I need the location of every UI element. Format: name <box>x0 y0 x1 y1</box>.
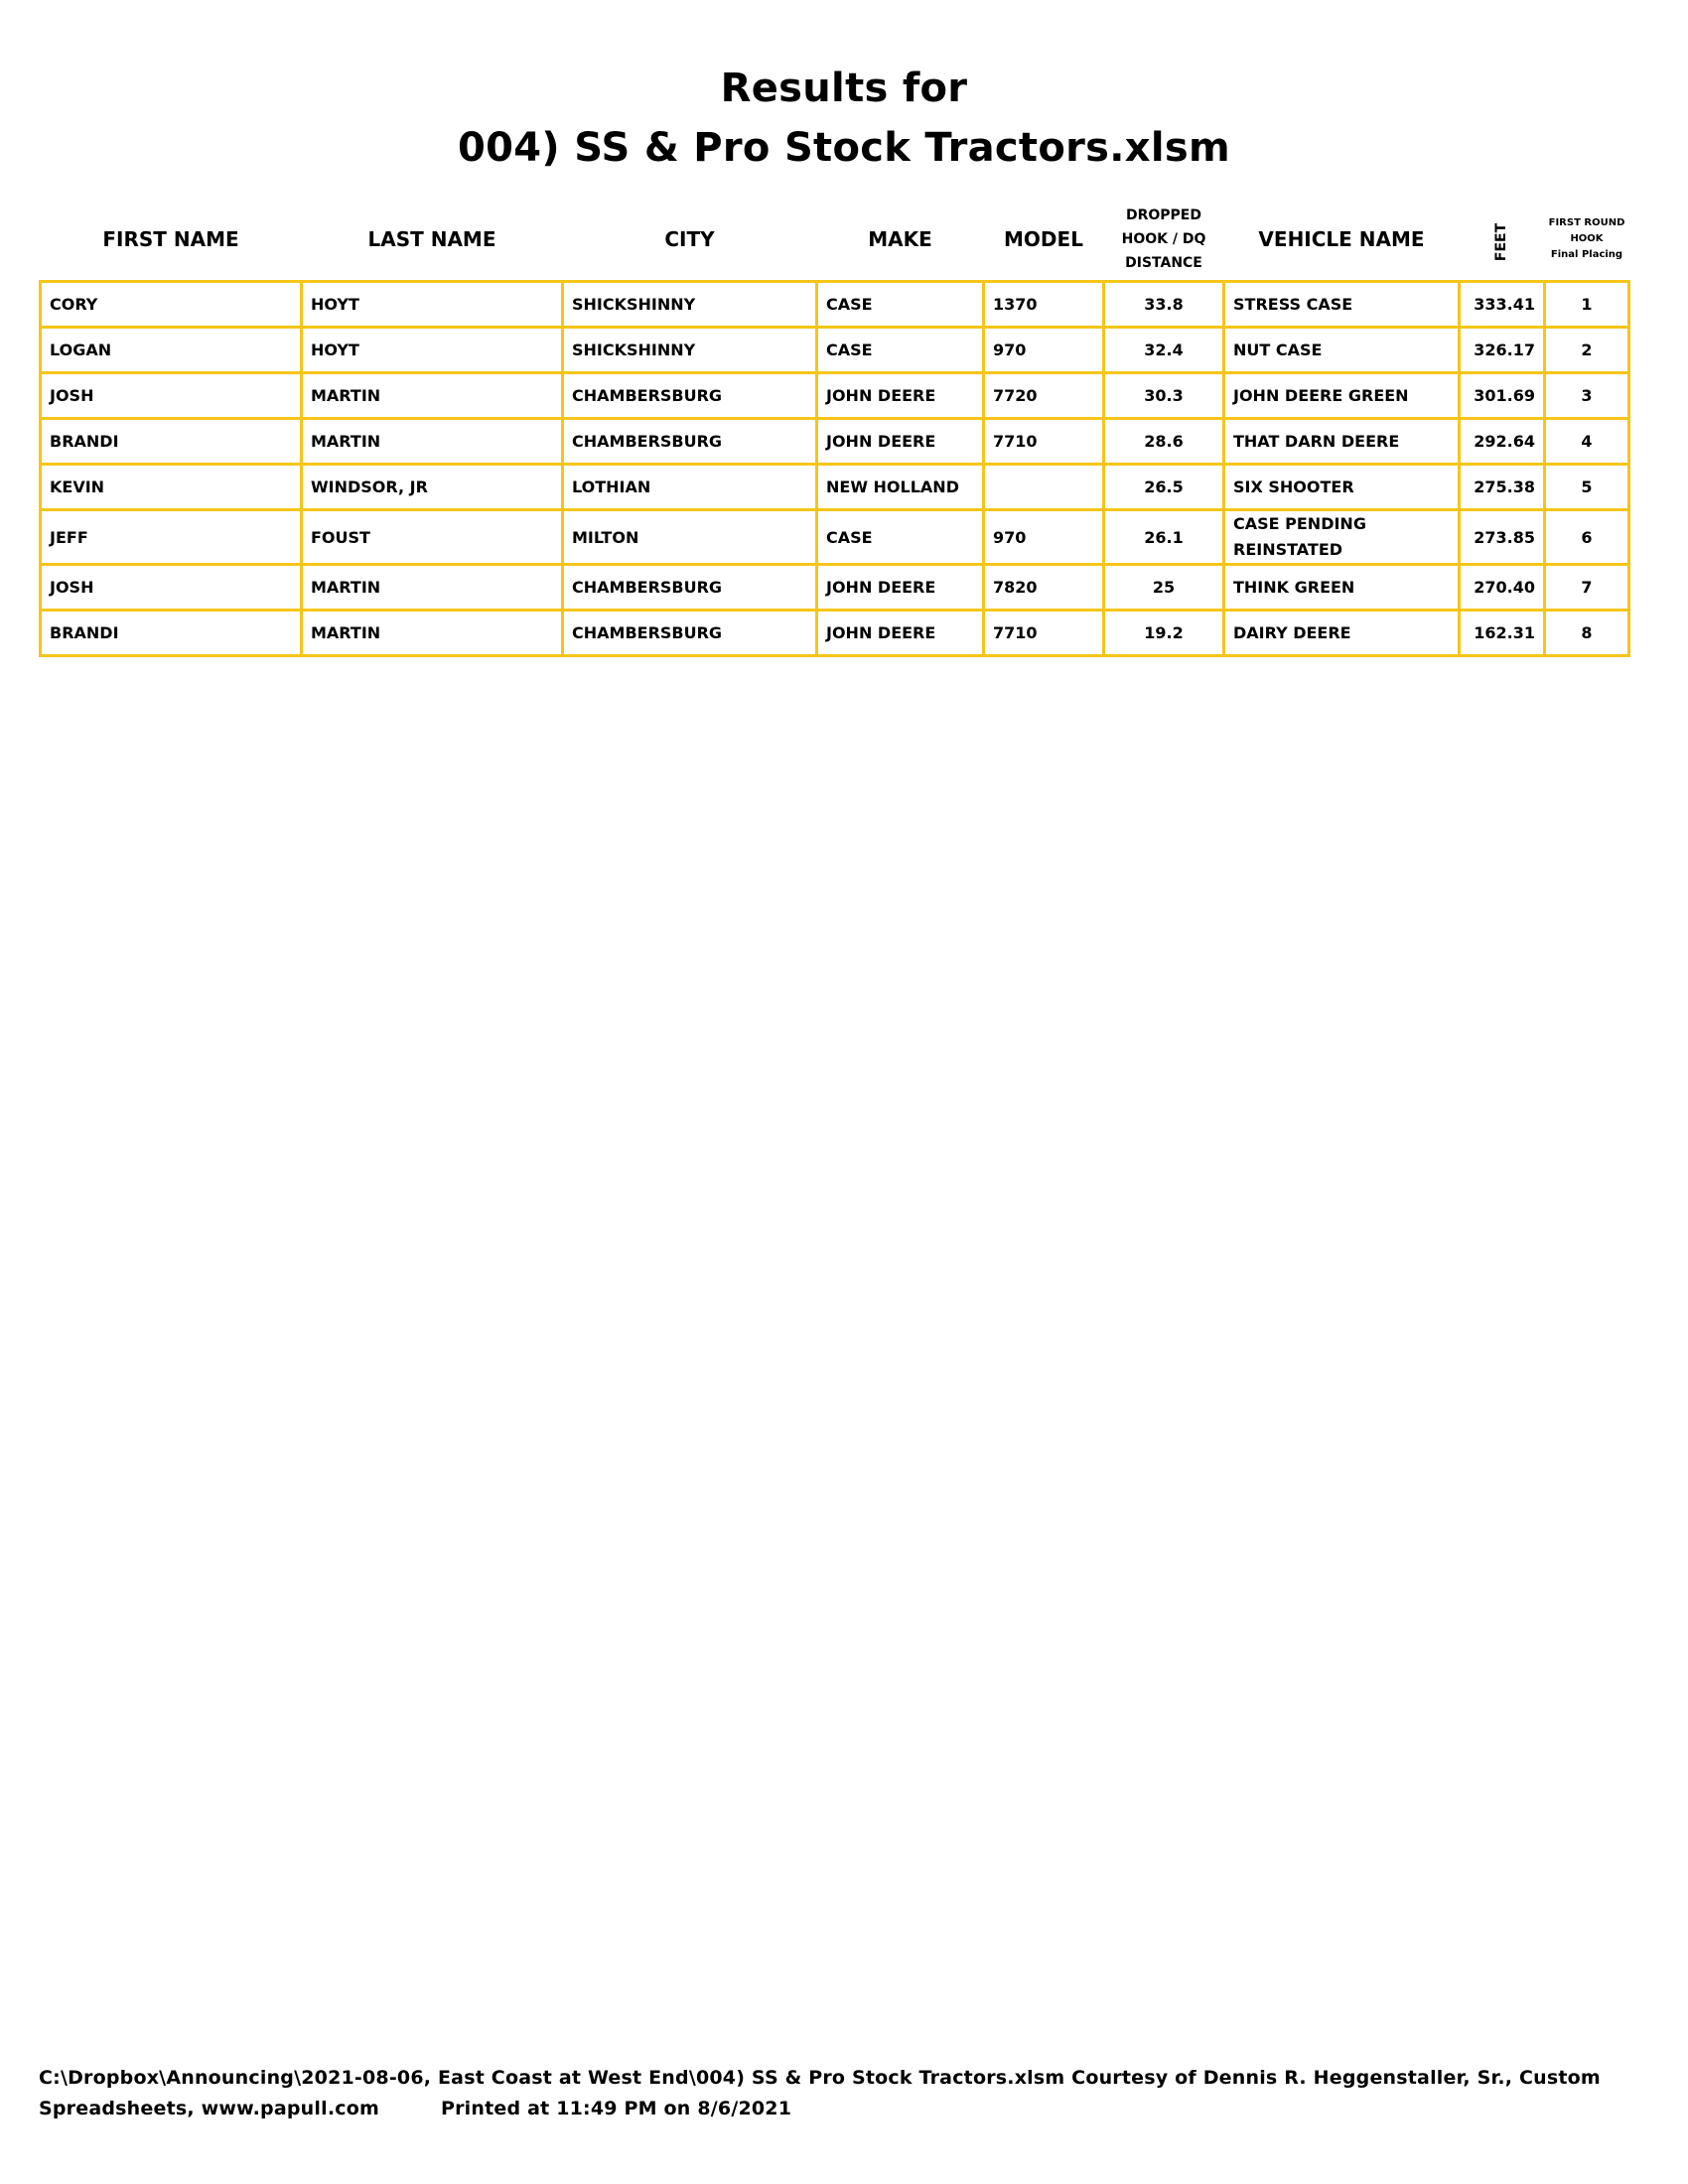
cell-feet: 270.40 <box>1460 565 1545 611</box>
table-row <box>41 611 1629 656</box>
cell-first-name: CORY <box>41 282 302 328</box>
cell-vehicle: STRESS CASE <box>1224 282 1460 328</box>
cell-last-name: HOYT <box>302 328 563 373</box>
footer-second-line <box>39 2094 1627 2124</box>
cell-make: JOHN DEERE <box>817 611 984 656</box>
cell-vehicle: SIX SHOOTER <box>1224 465 1460 510</box>
cell-vehicle: CASE PENDING REINSTATED <box>1224 510 1460 565</box>
cell-place: 1 <box>1545 282 1629 328</box>
cell-first-name: JEFF <box>41 510 302 565</box>
cell-model: 970 <box>984 510 1104 565</box>
cell-feet: 275.38 <box>1460 465 1545 510</box>
cell-dropped: 25 <box>1104 565 1224 611</box>
header-placing-line2: HOOK <box>1570 233 1604 244</box>
cell-first-name: LOGAN <box>41 328 302 373</box>
page-title: Results for <box>720 66 968 111</box>
cell-place: 2 <box>1545 328 1629 373</box>
cell-city: LOTHIAN <box>563 465 817 510</box>
header-vehicle-name: VEHICLE NAME <box>1258 227 1425 251</box>
cell-feet: 326.17 <box>1460 328 1545 373</box>
header-model: MODEL <box>1004 227 1083 251</box>
cell-first-name: JOSH <box>41 565 302 611</box>
cell-dropped: 26.1 <box>1104 510 1224 565</box>
header-final-placing <box>1545 199 1629 282</box>
header-dropped-hook <box>1104 199 1224 282</box>
header-feet-label: FEET <box>1493 222 1510 262</box>
cell-vehicle: THINK GREEN <box>1224 565 1460 611</box>
cell-last-name: MARTIN <box>302 419 563 465</box>
footer-website: Spreadsheets, www.papull.com <box>39 2098 379 2119</box>
cell-place: 8 <box>1545 611 1629 656</box>
table-row <box>41 510 1629 565</box>
cell-model: 7710 <box>984 419 1104 465</box>
cell-model: 970 <box>984 328 1104 373</box>
table-row <box>41 328 1629 373</box>
cell-first-name: KEVIN <box>41 465 302 510</box>
header-placing-line1: FIRST ROUND <box>1548 217 1625 228</box>
header-row <box>41 199 1629 282</box>
cell-city: CHAMBERSBURG <box>563 565 817 611</box>
footer-printed-at: Printed at 11:49 PM on 8/6/2021 <box>440 2098 792 2119</box>
page-footer <box>39 2063 1627 2124</box>
cell-feet: 292.64 <box>1460 419 1545 465</box>
cell-make: CASE <box>817 328 984 373</box>
cell-city: MILTON <box>563 510 817 565</box>
header-dropped-line1: DROPPED <box>1125 207 1201 223</box>
cell-first-name: BRANDI <box>41 419 302 465</box>
cell-dropped: 26.5 <box>1104 465 1224 510</box>
header-city: CITY <box>664 227 715 251</box>
cell-first-name: BRANDI <box>41 611 302 656</box>
table-row <box>41 565 1629 611</box>
cell-model: 1370 <box>984 282 1104 328</box>
cell-make: NEW HOLLAND <box>817 465 984 510</box>
table-row <box>41 373 1629 419</box>
header-make: MAKE <box>868 227 932 251</box>
cell-dropped: 19.2 <box>1104 611 1224 656</box>
cell-city: CHAMBERSBURG <box>563 373 817 419</box>
cell-vehicle: THAT DARN DEERE <box>1224 419 1460 465</box>
header-feet <box>1460 199 1545 282</box>
header-first-name: FIRST NAME <box>102 227 239 251</box>
cell-place: 4 <box>1545 419 1629 465</box>
footer-path-line: C:\Dropbox\Announcing\2021-08-06, East Coast at West End\004) SS & Pro Stock Tractors.xlsm Courtesy of Dennis R. Heggenstaller, Sr., Custom <box>39 2067 1601 2089</box>
cell-dropped: 33.8 <box>1104 282 1224 328</box>
cell-model: 7820 <box>984 565 1104 611</box>
table-row <box>41 282 1629 328</box>
cell-last-name: HOYT <box>302 282 563 328</box>
page-subtitle: 004) SS & Pro Stock Tractors.xlsm <box>458 125 1230 171</box>
cell-model <box>984 465 1104 510</box>
table-row <box>41 465 1629 510</box>
cell-make: JOHN DEERE <box>817 565 984 611</box>
cell-vehicle: DAIRY DEERE <box>1224 611 1460 656</box>
cell-model: 7710 <box>984 611 1104 656</box>
cell-feet: 273.85 <box>1460 510 1545 565</box>
header-placing-line3: Final Placing <box>1550 249 1623 260</box>
cell-feet: 301.69 <box>1460 373 1545 419</box>
cell-vehicle: NUT CASE <box>1224 328 1460 373</box>
cell-last-name: MARTIN <box>302 565 563 611</box>
cell-place: 3 <box>1545 373 1629 419</box>
cell-dropped: 32.4 <box>1104 328 1224 373</box>
cell-last-name: MARTIN <box>302 611 563 656</box>
header-dropped-line2: HOOK / DQ <box>1121 231 1206 247</box>
cell-dropped: 28.6 <box>1104 419 1224 465</box>
cell-last-name: FOUST <box>302 510 563 565</box>
cell-city: CHAMBERSBURG <box>563 419 817 465</box>
cell-make: JOHN DEERE <box>817 373 984 419</box>
cell-last-name: WINDSOR, JR <box>302 465 563 510</box>
cell-place: 6 <box>1545 510 1629 565</box>
cell-city: SHICKSHINNY <box>563 282 817 328</box>
cell-city: SHICKSHINNY <box>563 328 817 373</box>
header-last-name: LAST NAME <box>367 227 496 251</box>
cell-make: CASE <box>817 510 984 565</box>
cell-place: 7 <box>1545 565 1629 611</box>
cell-make: JOHN DEERE <box>817 419 984 465</box>
cell-dropped: 30.3 <box>1104 373 1224 419</box>
cell-make: CASE <box>817 282 984 328</box>
cell-feet: 333.41 <box>1460 282 1545 328</box>
cell-first-name: JOSH <box>41 373 302 419</box>
cell-model: 7720 <box>984 373 1104 419</box>
table-row <box>41 419 1629 465</box>
cell-feet: 162.31 <box>1460 611 1545 656</box>
header-dropped-line3: DISTANCE <box>1125 255 1202 271</box>
cell-vehicle: JOHN DEERE GREEN <box>1224 373 1460 419</box>
cell-place: 5 <box>1545 465 1629 510</box>
cell-city: CHAMBERSBURG <box>563 611 817 656</box>
cell-last-name: MARTIN <box>302 373 563 419</box>
results-table <box>39 199 1630 657</box>
